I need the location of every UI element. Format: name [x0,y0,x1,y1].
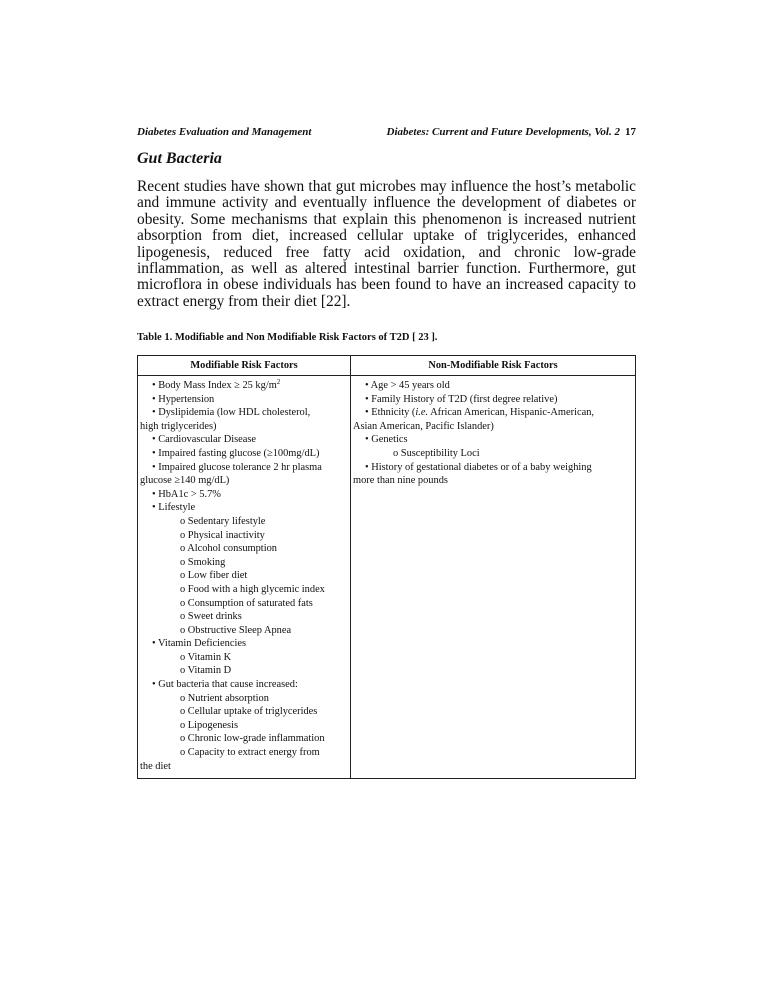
body-paragraph: Recent studies have shown that gut microbes may influence the host’s metabolic and immune activity and eventually influence the development of diabetes or obesity. Some mechanisms that explain this phenomenon is increased nutrient absorption from diet, increased cellular uptake of triglycerides, enhanced lipogenesis, reduced free fatty acid oxidation, and chronic low-grade inflammation, as well as altered intestinal barrier function. Furthermore, gut microflora in obese individuals has been found to have an increased capacity to extract energy from their diet [22]. [137,178,636,310]
sub-list-item: o Chronic low-grade inflammation [180,733,325,745]
list-item: • Genetics [365,434,408,446]
sub-list-item: o Nutrient absorption [180,692,269,704]
non-modifiable-cell [351,376,636,779]
list-item-continuation: glucose ≥140 mg/dL) [140,475,230,487]
header-non-modifiable: Non-Modifiable Risk Factors [351,356,636,376]
list-item: • Hypertension [152,393,215,405]
ethnicity-ie: i.e. [415,407,429,419]
list-item: • Vitamin Deficiencies [152,638,246,650]
sub-list-item: o Low fiber diet [180,570,248,582]
sub-list-item: o Vitamin D [180,665,232,677]
bmi-text: • Body Mass Index ≥ 25 kg/m [152,380,277,391]
sub-list-item: o Susceptibility Loci [393,447,480,459]
sub-list-item: o Consumption of saturated fats [180,597,313,609]
list-item-continuation: the diet [140,760,171,772]
bmi-superscript: 2 [276,378,281,386]
list-item: • Dyslipidemia (low HDL cholesterol, [152,407,311,419]
list-item: • History of gestational diabetes or of a baby weighing [365,461,592,473]
sub-list-item: o Vitamin K [180,651,232,663]
list-item [138,379,350,393]
list-item-continuation: more than nine pounds [353,475,448,487]
table-header-row [138,356,636,376]
table-row [138,376,636,779]
sub-list-item: o Sweet drinks [180,611,242,623]
list-item: • Lifestyle [152,502,196,514]
list-item: • Gut bacteria that cause increased: [152,679,298,691]
sub-list-item: o Cellular uptake of triglycerides [180,706,318,718]
risk-factors-table [137,355,636,779]
list-item: • Age > 45 years old [365,380,450,391]
list-item-continuation: Asian American, Pacific Islander) [353,420,494,432]
running-head-left: Diabetes Evaluation and Management [137,126,312,138]
journal-title: Diabetes: Current and Future Developments, Vol. 2 [386,126,620,138]
list-item: • Cardiovascular Disease [152,434,257,446]
sub-list-item: o Alcohol consumption [180,543,277,555]
sub-list-item: o Lipogenesis [180,719,239,731]
sub-list-item: o Smoking [180,556,226,568]
ethnicity-groups: African American, Hispanic-American, [428,407,594,419]
page-number: 17 [625,126,636,138]
table-caption: Table 1. Modifiable and Non Modifiable Risk Factors of T2D [ 23 ]. [137,332,438,343]
list-item: • Impaired glucose tolerance 2 hr plasma [152,461,322,473]
sub-list-item: o Obstructive Sleep Apnea [180,624,292,636]
section-title: Gut Bacteria [137,150,222,167]
sub-list-item: o Capacity to extract energy from [180,747,320,759]
ethnicity-text: • Ethnicity ( [365,407,416,419]
list-item: • Impaired fasting glucose (≥100mg/dL) [152,447,320,459]
list-item-continuation: high triglycerides) [140,420,217,432]
list-item: • Family History of T2D (first degree relative) [365,393,558,405]
modifiable-cell [138,376,351,779]
list-item [351,406,635,420]
sub-list-item: o Physical inactivity [180,529,265,541]
sub-list-item: o Sedentary lifestyle [180,515,266,527]
header-modifiable: Modifiable Risk Factors [138,356,351,376]
sub-list-item: o Food with a high glycemic index [180,583,325,595]
list-item: • HbA1c > 5.7% [152,488,221,500]
running-head-right [387,125,636,139]
